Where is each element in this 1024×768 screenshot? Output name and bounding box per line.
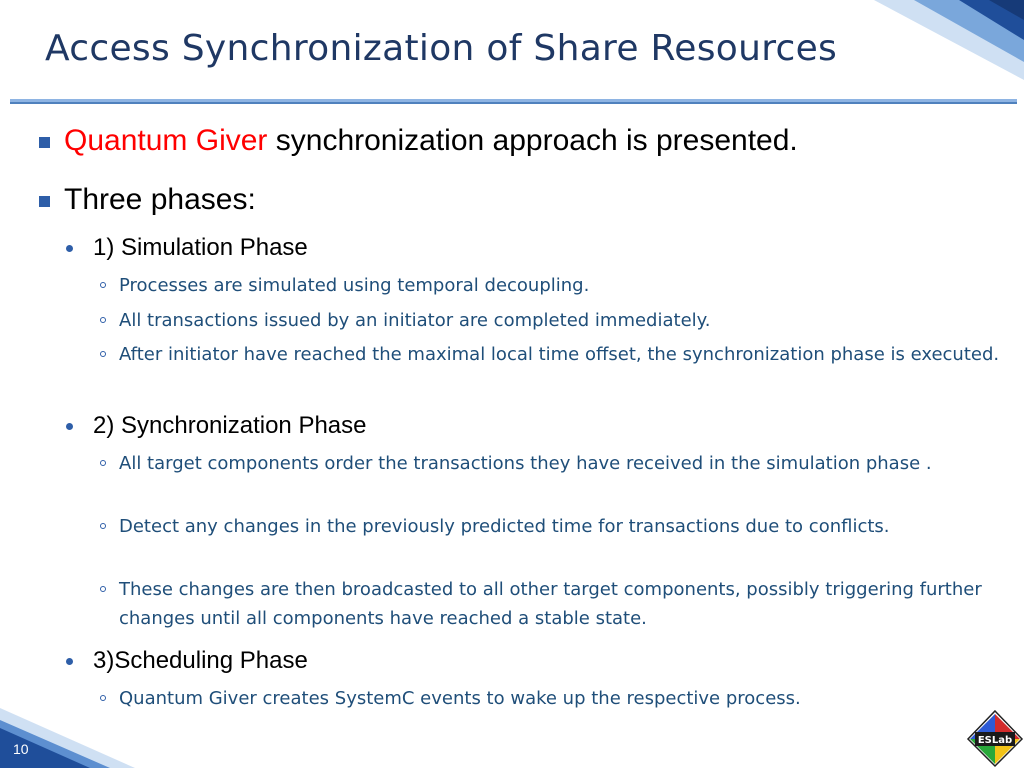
highlight-text: Quantum Giver: [64, 124, 268, 157]
circle-bullet-icon: [100, 586, 106, 592]
circle-bullet-icon: [100, 282, 106, 288]
square-bullet-icon: [39, 137, 50, 148]
title-divider: [10, 99, 1017, 104]
corner-decoration-bottom-left: [0, 708, 135, 768]
slide-title: Access Synchronization of Share Resources: [45, 28, 838, 69]
circle-bullet-icon: [100, 460, 106, 466]
dot-bullet-icon: [66, 423, 73, 430]
dot-bullet-icon: [66, 245, 73, 252]
square-bullet-icon: [39, 196, 50, 207]
circle-bullet-icon: [100, 317, 106, 323]
circle-bullet-icon: [100, 695, 106, 701]
bullet-text: Three phases:: [64, 183, 256, 216]
logo-text: ESLab: [977, 735, 1013, 746]
corner-decoration-top-right: [874, 0, 1024, 80]
page-number: 10: [13, 741, 29, 757]
circle-bullet-icon: [100, 523, 106, 529]
dot-bullet-icon: [66, 658, 73, 665]
bullet-text: synchronization approach is presented.: [275, 124, 798, 157]
eslab-logo-icon: [966, 709, 1024, 768]
circle-bullet-icon: [100, 351, 106, 357]
